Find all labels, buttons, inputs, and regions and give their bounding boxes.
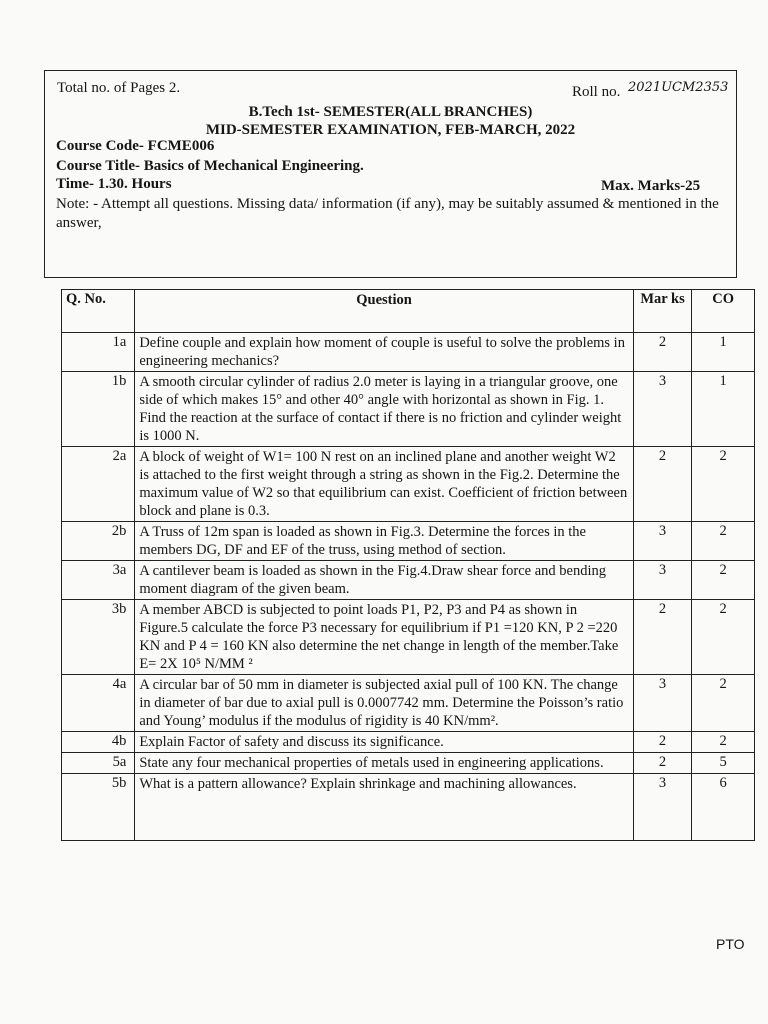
question-cell: A cantilever beam is loaded as shown in the Fig.4.Draw shear force and bending moment diagram of the given beam. <box>135 561 633 600</box>
qno-cell: 4b <box>62 732 135 753</box>
table-header-row <box>62 290 755 333</box>
total-pages: Total no. of Pages 2. <box>57 80 181 96</box>
qno-cell: 1a <box>62 333 135 372</box>
question-cell: A smooth circular cylinder of radius 2.0 meter is laying in a triangular groove, one side of which makes 15° and other 40° angle with horizontal as shown in Fig. 1. Find the reaction at the surface of contact if there is no friction and cylinder weight is 1000 N. <box>135 372 633 447</box>
marks-cell: 2 <box>633 732 691 753</box>
co-cell: 2 <box>692 675 755 732</box>
table-row <box>62 561 755 600</box>
table-row <box>62 753 755 774</box>
co-cell: 2 <box>692 447 755 522</box>
co-cell: 6 <box>692 774 755 841</box>
qno-cell: 5a <box>62 753 135 774</box>
header-marks: Mar ks <box>633 290 691 333</box>
marks-cell: 2 <box>633 600 691 675</box>
qno-cell: 2a <box>62 447 135 522</box>
marks-cell: 3 <box>633 774 691 841</box>
question-cell: A Truss of 12m span is loaded as shown in Fig.3. Determine the forces in the members DG, DF and EF of the truss, using method of section. <box>135 522 633 561</box>
question-cell: State any four mechanical properties of metals used in engineering applications. <box>135 753 633 774</box>
co-cell: 2 <box>692 561 755 600</box>
max-marks: Max. Marks-25 <box>601 178 701 194</box>
header-qno: Q. No. <box>62 290 135 333</box>
exam-time: Time- 1.30. Hours <box>56 176 172 192</box>
exam-title: MID-SEMESTER EXAMINATION, FEB-MARCH, 2022 <box>205 122 576 138</box>
program-title: B.Tech 1st- SEMESTER(ALL BRANCHES) <box>248 104 533 120</box>
question-cell: What is a pattern allowance? Explain shrinkage and machining allowances. <box>135 774 633 841</box>
table-row <box>62 522 755 561</box>
co-cell: 5 <box>692 753 755 774</box>
question-cell: Explain Factor of safety and discuss its significance. <box>135 732 633 753</box>
course-title: Course Title- Basics of Mechanical Engineering. <box>56 158 364 174</box>
question-table <box>61 289 755 841</box>
table-row <box>62 675 755 732</box>
question-cell: A circular bar of 50 mm in diameter is subjected axial pull of 100 KN. The change in diameter of bar due to axial pull is 0.0007742 mm. Determine the Poisson’s ratio and Young’ modulus if the modulus of rigidity is 40 KN/mm². <box>135 675 633 732</box>
table-row <box>62 447 755 522</box>
table-row <box>62 333 755 372</box>
co-cell: 1 <box>692 372 755 447</box>
qno-cell: 5b <box>62 774 135 841</box>
qno-cell: 3a <box>62 561 135 600</box>
qno-cell: 3b <box>62 600 135 675</box>
roll-label: Roll no. <box>572 84 621 100</box>
table-row <box>62 372 755 447</box>
marks-cell: 2 <box>633 333 691 372</box>
marks-cell: 2 <box>633 447 691 522</box>
exam-note: Note: - Attempt all questions. Missing data/ information (if any), may be suitably assumed & mentioned in the answer, <box>56 196 719 231</box>
marks-cell: 3 <box>633 372 691 447</box>
marks-cell: 3 <box>633 675 691 732</box>
question-cell: A member ABCD is subjected to point loads P1, P2, P3 and P4 as shown in Figure.5 calculate the force P3 necessary for equilibrium if P1 =120 KN, P 2 =220 KN and P 4 = 160 KN also determine the net change in length of the member.Take E= 2X 10⁵ N/MM ² <box>135 600 633 675</box>
pto-label: PTO <box>716 936 745 952</box>
co-cell: 1 <box>692 333 755 372</box>
header-question: Question <box>135 290 633 333</box>
qno-cell: 2b <box>62 522 135 561</box>
question-cell: Define couple and explain how moment of couple is useful to solve the problems in engineering mechanics? <box>135 333 633 372</box>
marks-cell: 2 <box>633 753 691 774</box>
co-cell: 2 <box>692 522 755 561</box>
marks-cell: 3 <box>633 522 691 561</box>
qno-cell: 4a <box>62 675 135 732</box>
co-cell: 2 <box>692 600 755 675</box>
course-code: Course Code- FCME006 <box>56 138 215 154</box>
table-row <box>62 732 755 753</box>
table-row <box>62 600 755 675</box>
question-cell: A block of weight of W1= 100 N rest on an inclined plane and another weight W2 is attached to the first weight through a string as shown in the Fig.2. Determine the maximum value of W2 so that equilibrium can exist. Coefficient of friction between block and plane is 0.3. <box>135 447 633 522</box>
roll-number-handwritten: 2021UCM2353 <box>628 80 729 95</box>
header-co: CO <box>692 290 755 333</box>
qno-cell: 1b <box>62 372 135 447</box>
marks-cell: 3 <box>633 561 691 600</box>
co-cell: 2 <box>692 732 755 753</box>
table-row <box>62 774 755 841</box>
